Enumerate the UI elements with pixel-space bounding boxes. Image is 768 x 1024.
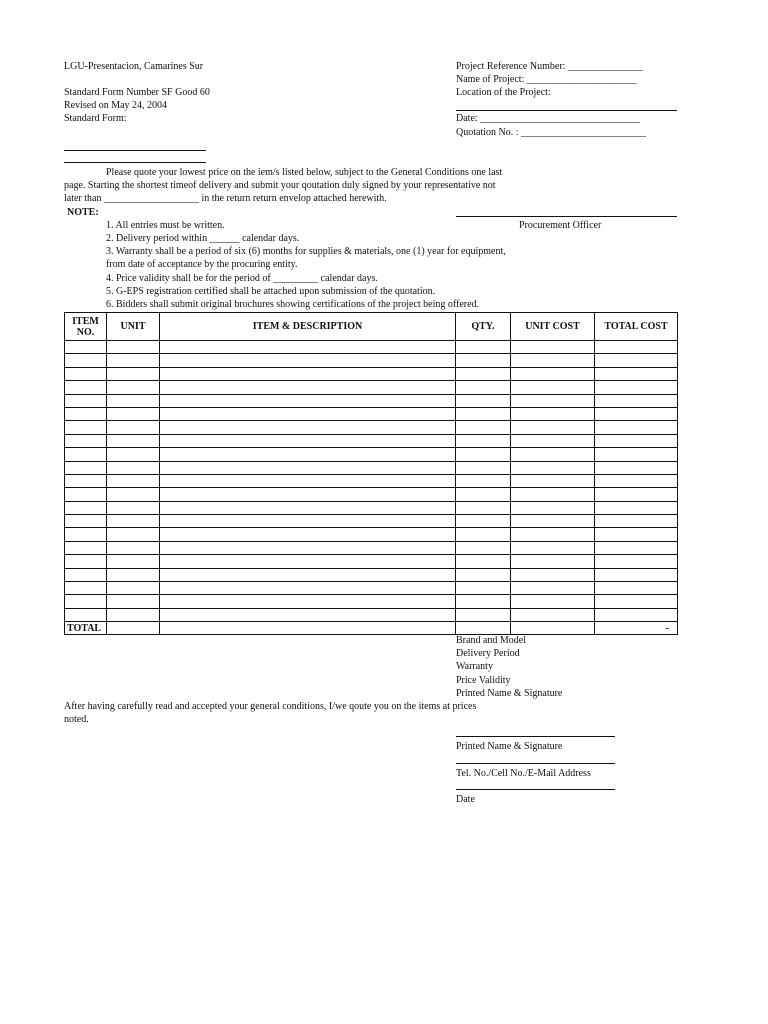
table-cell[interactable] <box>511 622 595 635</box>
table-cell[interactable] <box>65 568 107 581</box>
table-cell[interactable] <box>65 595 107 608</box>
table-cell[interactable] <box>107 407 160 420</box>
revised-date: Revised on May 24, 2004 <box>64 100 168 111</box>
column-header-total-cost: TOTAL COST <box>595 313 678 341</box>
table-cell[interactable] <box>595 354 678 367</box>
table-cell[interactable] <box>595 341 678 354</box>
table-cell[interactable] <box>65 421 107 434</box>
table-cell[interactable] <box>595 595 678 608</box>
table-cell[interactable] <box>456 341 511 354</box>
table-row <box>65 488 678 501</box>
table-cell[interactable] <box>107 461 160 474</box>
table-cell[interactable] <box>456 488 511 501</box>
signature-date: Date <box>456 794 475 805</box>
table-cell[interactable] <box>595 488 678 501</box>
table-row <box>65 474 678 487</box>
table-cell[interactable] <box>160 381 456 394</box>
table-cell[interactable] <box>107 488 160 501</box>
table-cell[interactable] <box>107 595 160 608</box>
table-cell[interactable] <box>160 501 456 514</box>
table-cell[interactable] <box>65 582 107 595</box>
table-cell[interactable] <box>511 474 595 487</box>
standard-form-label: Standard Form: <box>64 113 127 124</box>
table-cell[interactable] <box>65 474 107 487</box>
blank-line <box>64 150 206 151</box>
table-cell[interactable] <box>160 541 456 554</box>
table-cell[interactable] <box>160 434 456 447</box>
table-cell[interactable] <box>160 595 456 608</box>
table-cell[interactable] <box>595 528 678 541</box>
intro-line-3: later than ___________________ in the return return envelop attached herewith. <box>64 193 387 204</box>
column-header-item-no: ITEM NO. <box>65 313 107 341</box>
table-row <box>65 381 678 394</box>
table-cell[interactable] <box>511 354 595 367</box>
table-row <box>65 595 678 608</box>
project-name-field[interactable]: Name of Project: ______________________ <box>456 74 637 85</box>
items-table <box>64 312 678 635</box>
table-cell[interactable] <box>511 407 595 420</box>
table-cell[interactable] <box>456 595 511 608</box>
total-row <box>65 622 678 635</box>
table-cell[interactable] <box>107 582 160 595</box>
note-item: 2. Delivery period within ______ calendar days. <box>106 233 300 244</box>
table-cell[interactable] <box>160 555 456 568</box>
table-cell[interactable] <box>107 367 160 380</box>
table-cell[interactable] <box>107 501 160 514</box>
procurement-officer-label: Procurement Officer <box>519 220 602 231</box>
table-cell[interactable] <box>595 421 678 434</box>
table-cell[interactable] <box>456 501 511 514</box>
table-cell[interactable] <box>595 407 678 420</box>
table-cell[interactable] <box>456 541 511 554</box>
table-cell[interactable] <box>456 582 511 595</box>
table-cell[interactable] <box>65 528 107 541</box>
table-cell[interactable] <box>160 528 456 541</box>
table-cell[interactable] <box>65 367 107 380</box>
table-row <box>65 568 678 581</box>
table-cell[interactable] <box>511 341 595 354</box>
table-cell[interactable] <box>456 555 511 568</box>
table-cell[interactable] <box>160 461 456 474</box>
table-row <box>65 421 678 434</box>
signature-line <box>456 736 615 737</box>
table-cell[interactable] <box>595 394 678 407</box>
table-row <box>65 367 678 380</box>
table-row <box>65 407 678 420</box>
acceptance-line-2: noted. <box>64 714 89 725</box>
table-cell[interactable] <box>65 394 107 407</box>
column-header-unit-cost: UNIT COST <box>511 313 595 341</box>
table-cell[interactable] <box>107 474 160 487</box>
project-reference-field[interactable]: Project Reference Number: _______________ <box>456 61 643 72</box>
table-cell[interactable] <box>65 341 107 354</box>
table-cell[interactable] <box>511 501 595 514</box>
table-cell[interactable] <box>107 354 160 367</box>
intro-line-1: Please quote your lowest price on the iem/s listed below, subject to the General Conditions one last <box>106 167 503 178</box>
table-row <box>65 608 678 621</box>
note-item: 4. Price validity shall be for the period of _________ calendar days. <box>106 273 378 284</box>
table-cell[interactable] <box>595 367 678 380</box>
table-cell[interactable] <box>456 461 511 474</box>
location-line <box>456 110 677 111</box>
table-cell[interactable] <box>107 515 160 528</box>
table-cell[interactable] <box>595 434 678 447</box>
table-cell[interactable] <box>65 515 107 528</box>
table-row <box>65 582 678 595</box>
project-location-field[interactable]: Location of the Project: <box>456 87 551 98</box>
quotation-number-field[interactable]: Quotation No. : _________________________ <box>456 127 646 138</box>
table-cell[interactable] <box>456 448 511 461</box>
table-cell[interactable] <box>456 367 511 380</box>
total-label: TOTAL <box>65 622 107 635</box>
column-header-unit: UNIT <box>107 313 160 341</box>
table-cell[interactable] <box>65 407 107 420</box>
table-row <box>65 434 678 447</box>
table-cell[interactable] <box>65 541 107 554</box>
table-cell[interactable] <box>456 434 511 447</box>
warranty-label: Warranty <box>456 661 493 672</box>
table-cell[interactable] <box>65 448 107 461</box>
table-row <box>65 354 678 367</box>
table-cell[interactable] <box>456 622 511 635</box>
table-cell[interactable] <box>160 407 456 420</box>
table-cell[interactable] <box>456 568 511 581</box>
note-item: 1. All entries must be written. <box>106 220 225 231</box>
table-cell[interactable] <box>160 341 456 354</box>
table-cell[interactable] <box>65 354 107 367</box>
table-cell[interactable] <box>65 381 107 394</box>
table-cell[interactable] <box>160 394 456 407</box>
table-cell[interactable] <box>456 407 511 420</box>
table-cell[interactable] <box>595 541 678 554</box>
table-cell[interactable] <box>511 448 595 461</box>
delivery-period-label: Delivery Period <box>456 648 520 659</box>
table-cell[interactable] <box>595 568 678 581</box>
table-cell[interactable] <box>160 582 456 595</box>
table-cell[interactable] <box>160 421 456 434</box>
table-cell[interactable] <box>107 394 160 407</box>
table-cell[interactable] <box>595 474 678 487</box>
table-header-row <box>65 313 678 341</box>
table-cell[interactable] <box>511 461 595 474</box>
note-item: 3. Warranty shall be a period of six (6) months for supplies & materials, one (1) year for equipment, <box>106 246 506 257</box>
table-cell[interactable] <box>595 515 678 528</box>
table-cell[interactable] <box>107 555 160 568</box>
table-row <box>65 448 678 461</box>
table-cell[interactable] <box>65 501 107 514</box>
table-cell[interactable] <box>160 622 456 635</box>
table-cell[interactable] <box>511 394 595 407</box>
table-cell[interactable] <box>511 367 595 380</box>
table-cell[interactable] <box>511 381 595 394</box>
table-cell[interactable] <box>160 608 456 621</box>
table-cell[interactable] <box>511 568 595 581</box>
date-line <box>456 789 615 790</box>
table-cell[interactable] <box>160 568 456 581</box>
table-cell[interactable] <box>511 421 595 434</box>
table-cell[interactable] <box>456 528 511 541</box>
table-cell[interactable] <box>511 595 595 608</box>
table-cell[interactable] <box>160 354 456 367</box>
table-cell[interactable] <box>160 474 456 487</box>
printed-name-label: Printed Name & Signature <box>456 688 563 699</box>
table-row <box>65 461 678 474</box>
note-item: from date of acceptance by the procuring entity. <box>106 259 298 270</box>
table-cell[interactable] <box>456 474 511 487</box>
table-cell[interactable] <box>107 381 160 394</box>
date-field[interactable]: Date: ________________________________ <box>456 113 641 124</box>
table-cell[interactable] <box>456 394 511 407</box>
table-cell[interactable] <box>511 434 595 447</box>
table-cell[interactable] <box>595 555 678 568</box>
note-item: 6. Bidders shall submit original brochures showing certifications of the project being offered. <box>106 299 480 310</box>
note-item: 5. G-EPS registration certified shall be attached upon submission of the quotation. <box>106 286 436 297</box>
table-row <box>65 501 678 514</box>
table-cell[interactable] <box>160 515 456 528</box>
contact-line <box>456 763 615 764</box>
table-cell[interactable] <box>511 528 595 541</box>
table-cell[interactable] <box>456 421 511 434</box>
table-cell[interactable] <box>511 555 595 568</box>
acceptance-line-1: After having carefully read and accepted your general conditions, I/we qoute you on the items at prices <box>64 701 477 712</box>
table-row <box>65 394 678 407</box>
table-cell[interactable] <box>107 608 160 621</box>
table-cell[interactable] <box>456 381 511 394</box>
procurement-officer-line <box>456 216 677 217</box>
lgu-name: LGU-Presentacion, Camarines Sur <box>64 61 204 72</box>
table-cell[interactable] <box>456 515 511 528</box>
table-row <box>65 555 678 568</box>
column-header-description: ITEM & DESCRIPTION <box>160 313 456 341</box>
table-cell[interactable] <box>595 501 678 514</box>
table-cell[interactable] <box>456 354 511 367</box>
table-cell[interactable] <box>107 622 160 635</box>
table-row <box>65 341 678 354</box>
note-heading: NOTE: <box>67 207 99 218</box>
table-cell[interactable] <box>65 488 107 501</box>
total-value: - <box>595 622 678 635</box>
signature-printed-name: Printed Name & Signature <box>456 741 563 752</box>
form-number: Standard Form Number SF Good 60 <box>64 87 210 98</box>
table-cell[interactable] <box>107 448 160 461</box>
table-cell[interactable] <box>107 341 160 354</box>
signature-contact: Tel. No./Cell No./E-Mail Address <box>456 768 591 779</box>
table-row <box>65 515 678 528</box>
column-header-qty: QTY. <box>456 313 511 341</box>
table-cell[interactable] <box>456 608 511 621</box>
table-cell[interactable] <box>160 367 456 380</box>
table-cell[interactable] <box>65 434 107 447</box>
table-cell[interactable] <box>107 434 160 447</box>
table-row <box>65 528 678 541</box>
table-cell[interactable] <box>511 515 595 528</box>
intro-line-2: page. Starting the shortest timeof delivery and submit your qoutation duly signed by your representative not <box>64 180 496 191</box>
table-cell[interactable] <box>107 528 160 541</box>
brand-model-label: Brand and Model <box>456 635 526 646</box>
table-cell[interactable] <box>511 608 595 621</box>
table-cell[interactable] <box>595 448 678 461</box>
price-validity-label: Price Validity <box>456 675 511 686</box>
table-cell[interactable] <box>65 555 107 568</box>
table-cell[interactable] <box>107 541 160 554</box>
table-cell[interactable] <box>65 608 107 621</box>
blank-line <box>64 162 206 163</box>
table-cell[interactable] <box>595 381 678 394</box>
table-cell[interactable] <box>160 488 456 501</box>
table-cell[interactable] <box>65 461 107 474</box>
table-cell[interactable] <box>511 488 595 501</box>
table-cell[interactable] <box>107 421 160 434</box>
table-cell[interactable] <box>511 582 595 595</box>
table-cell[interactable] <box>595 582 678 595</box>
table-row <box>65 541 678 554</box>
table-cell[interactable] <box>595 461 678 474</box>
table-cell[interactable] <box>511 541 595 554</box>
table-cell[interactable] <box>107 568 160 581</box>
table-cell[interactable] <box>595 608 678 621</box>
table-cell[interactable] <box>160 448 456 461</box>
